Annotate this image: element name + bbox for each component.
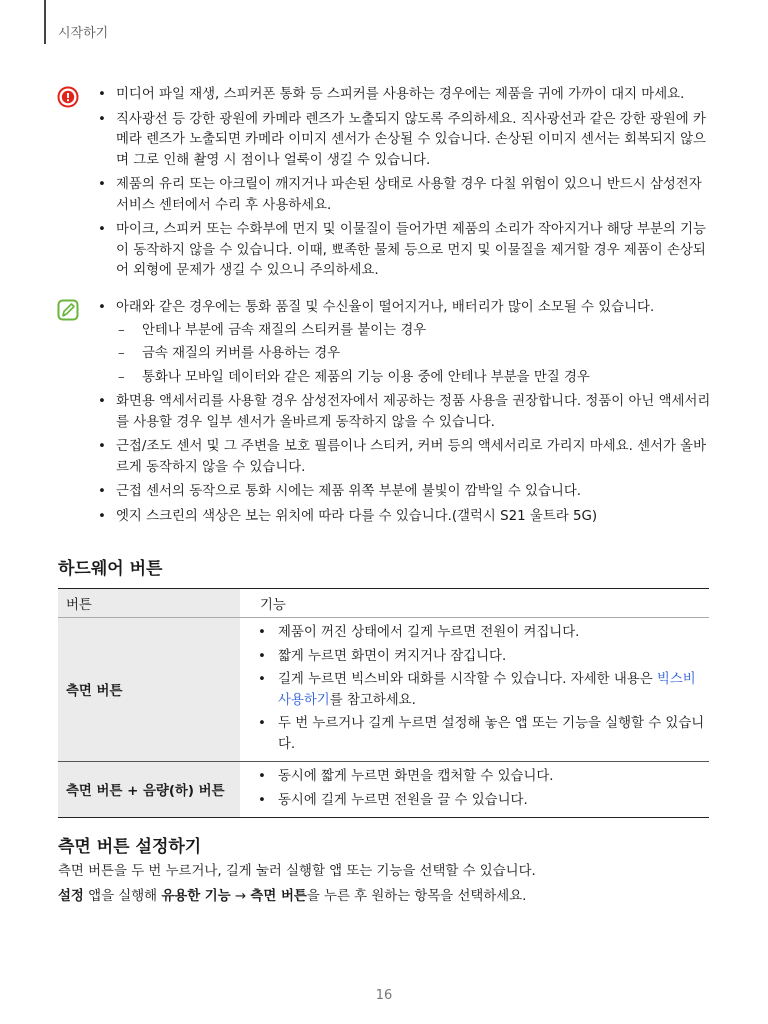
note-item: • 엣지 스크린의 색상은 보는 위치에 따라 다를 수 있습니다.(갤럭시 S21 울트라 5G) <box>94 507 716 528</box>
col-header-button: 버튼 <box>58 589 240 618</box>
function-item <box>241 670 708 711</box>
function-item: • 두 번 누르거나 길게 누르면 설정해 놓은 앱 또는 기능을 실행할 수 있습니다. <box>241 714 708 755</box>
function-item: • 동시에 짧게 누르면 화면을 캡처할 수 있습니다. <box>241 767 708 788</box>
note-item: • 근접 센서의 동작으로 통화 시에는 제품 위쪽 부분에 불빛이 깜박일 수 있습니다. <box>94 482 716 503</box>
side-button-label: 측면 버튼 <box>250 889 307 904</box>
caution-block <box>56 85 716 286</box>
function-text: 를 참고하세요. <box>329 692 416 708</box>
arrow-text: → <box>230 889 251 904</box>
page-number: 16 <box>375 988 393 1003</box>
caution-item: • 제품의 유리 또는 아크릴이 깨지거나 파손된 상태로 사용할 경우 다칠 위험이 있으니 반드시 삼성전자 서비스 센터에서 수리 후 사용하세요. <box>94 175 716 216</box>
button-name: 측면 버튼 <box>58 618 240 762</box>
col-header-function: 기능 <box>240 589 709 618</box>
note-intro-item <box>94 298 716 388</box>
caution-item: • 미디어 파일 재생, 스피커폰 통화 등 스피커를 사용하는 경우에는 제품을 귀에 가까이 대지 마세요. <box>94 85 716 106</box>
advanced-features-label: 유용한 기능 <box>161 889 231 904</box>
note-sub-item: – 금속 재질의 커버를 사용하는 경우 <box>116 344 716 365</box>
function-item: • 동시에 길게 누르면 전원을 끌 수 있습니다. <box>241 791 708 812</box>
instruction-text: 앱을 실행해 <box>83 889 162 904</box>
caution-item: • 직사광선 등 강한 광원에 카메라 렌즈가 노출되지 않도록 주의하세요. 직사광선과 같은 강한 광원에 카메라 렌즈가 노출되면 카메라 이미지 센서가 손상될 수 있습니다. 손상된 이미지 센서는 회복되지 않으며 그로 인해 촬영 시 점이나 얼룩이 생길 수 있습니다. <box>94 110 716 172</box>
table-row <box>58 618 709 762</box>
note-icon <box>56 298 80 322</box>
side-setup-title: 측면 버튼 설정하기 <box>58 837 202 857</box>
note-sub-item: – 통화나 모바일 데이터와 같은 제품의 기능 이용 중에 안테나 부분을 만질 경우 <box>116 368 716 389</box>
hardware-table <box>58 588 709 818</box>
instruction-text: 을 누른 후 원하는 항목을 선택하세요. <box>306 889 527 904</box>
note-sub-item: – 안테나 부분에 금속 재질의 스티커를 붙이는 경우 <box>116 321 716 342</box>
table-row <box>58 762 709 818</box>
caution-item: • 마이크, 스피커 또는 수화부에 먼지 및 이물질이 들어가면 제품의 소리가 작아지거나 해당 부분의 기능이 동작하지 않을 수 있습니다. 이때, 뾰족한 물체 등으로 먼지 및 이물질을 제거할 경우 제품이 손상되어 외형에 문제가 생길 수 있으니 주의하세요. <box>94 220 716 282</box>
note-item: • 근접/조도 센서 및 그 주변을 보호 필름이나 스티커, 커버 등의 액세서리로 가리지 마세요. 센서가 올바르게 동작하지 않을 수 있습니다. <box>94 437 716 478</box>
hardware-section-title: 하드웨어 버튼 <box>58 559 163 579</box>
bixby-link[interactable]: 빅스비 사용하기 <box>278 672 696 708</box>
chapter-title: 시작하기 <box>58 26 109 41</box>
note-intro: 아래와 같은 경우에는 통화 품질 및 수신율이 떨어지거나, 배터리가 많이 소모될 수 있습니다. <box>116 300 655 315</box>
function-text: 길게 누르면 빅스비와 대화를 시작할 수 있습니다. 자세한 내용은 <box>278 672 657 687</box>
note-item: • 화면용 액세서리를 사용할 경우 삼성전자에서 제공하는 정품 사용을 권장합니다. 정품이 아닌 액세서리를 사용할 경우 일부 센서가 올바르게 동작하지 않을 수 있습니다. <box>94 392 716 433</box>
function-item: • 제품이 꺼진 상태에서 길게 누르면 전원이 켜집니다. <box>241 623 708 644</box>
function-item: • 짧게 누르면 화면이 켜지거나 잠깁니다. <box>241 647 708 668</box>
caution-icon <box>56 85 80 109</box>
function-cell <box>240 762 709 818</box>
settings-app-label: 설정 <box>58 889 84 904</box>
chapter-divider <box>44 0 46 44</box>
side-setup-instruction <box>58 887 526 907</box>
note-block <box>56 298 716 531</box>
side-setup-paragraph: 측면 버튼을 두 번 누르거나, 길게 눌러 실행할 앱 또는 기능을 선택할 수 있습니다. <box>58 864 536 879</box>
function-cell <box>240 618 709 762</box>
button-name: 측면 버튼 + 음량(하) 버튼 <box>58 762 240 818</box>
